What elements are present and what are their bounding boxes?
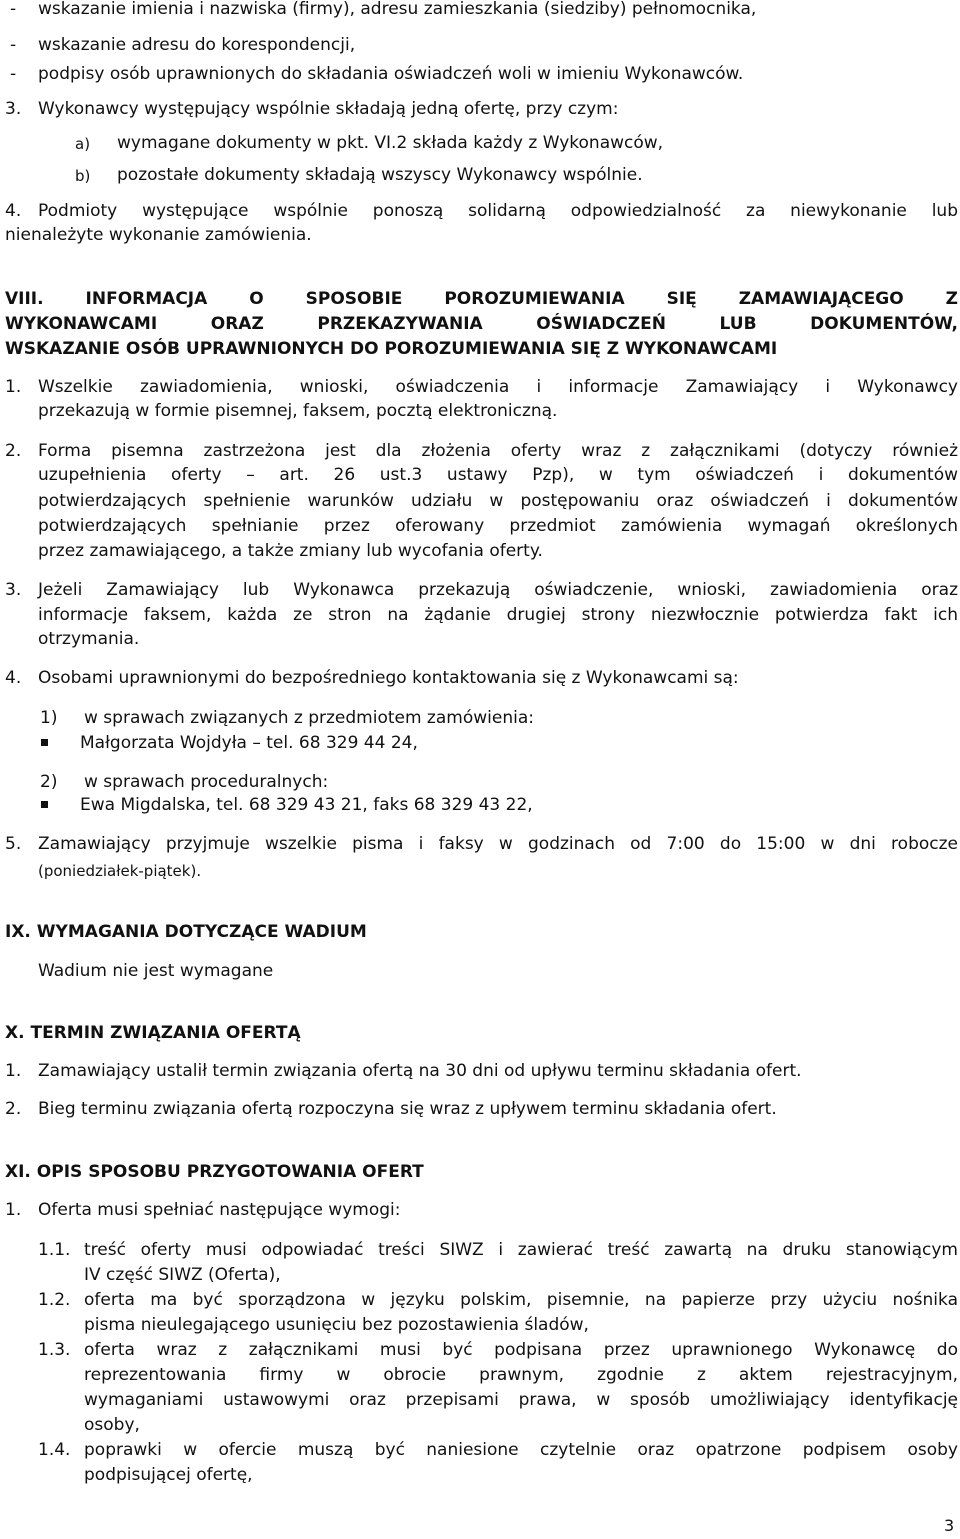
paragraph-line: Bieg terminu związania ofertą rozpoczyna się wraz z upływem terminu składania ofert.	[38, 1099, 777, 1119]
section-heading: X. TERMIN ZWIĄZANIA OFERTĄ	[5, 1023, 301, 1043]
paragraph-line: Podmioty występujące wspólnie ponoszą solidarną odpowiedzialność za niewykonanie lub	[38, 201, 958, 221]
paragraph-line: oferta ma być sporządzona w języku polskim, pisemnie, na papierze przy użyciu nośnika	[84, 1290, 958, 1310]
paragraph-line: oferta wraz z załącznikami musi być podpisana przez uprawnionego Wykonawcę do	[84, 1340, 958, 1360]
sub-item-marker: 2)	[40, 772, 58, 792]
paragraph-line: poprawki w ofercie muszą być naniesione czytelnie oraz opatrzone podpisem osoby	[84, 1440, 958, 1460]
paragraph-line: Wszelkie zawiadomienia, wnioski, oświadczenia i informacje Zamawiający i Wykonawcy	[38, 377, 958, 397]
item-number: 5.	[5, 834, 22, 854]
item-number: 4.	[5, 668, 22, 688]
list-item: podpisy osób uprawnionych do składania oświadczeń woli w imieniu Wykonawców.	[38, 64, 744, 84]
paragraph-line: otrzymania.	[38, 629, 140, 649]
paragraph-line: informacje faksem, każda ze stron na żądanie drugiej strony niezwłocznie potwierdza fakt ich	[38, 605, 958, 625]
item-number: 1.2.	[38, 1290, 71, 1310]
paragraph-line: Forma pisemna zastrzeżona jest dla złożenia oferty wraz z załącznikami (dotyczy również	[38, 441, 958, 461]
list-item: wskazanie imienia i nazwiska (firmy), adresu zamieszkania (siedziby) pełnomocnika,	[38, 0, 757, 19]
item-number: 1.4.	[38, 1440, 71, 1460]
paragraph-line: podpisującej ofertę,	[84, 1465, 253, 1485]
list-dash: -	[10, 0, 17, 19]
paragraph-line: wymaganiami ustawowymi oraz przepisami prawa, w sposób umożliwiający identyfikację	[84, 1390, 958, 1410]
section-heading: XI. OPIS SPOSOBU PRZYGOTOWANIA OFERT	[5, 1162, 424, 1182]
sub-item-text: wymagane dokumenty w pkt. VI.2 składa każdy z Wykonawców,	[117, 133, 664, 153]
paragraph-line: Wadium nie jest wymagane	[38, 961, 274, 981]
item-number: 1.3.	[38, 1340, 71, 1360]
page-number: 3	[944, 1516, 955, 1535]
item-number: 2.	[5, 1099, 22, 1119]
item-number: 3.	[5, 580, 22, 600]
paragraph-line: przez zamawiającego, a także zmiany lub wycofania oferty.	[38, 541, 543, 561]
item-number: 1.1.	[38, 1240, 71, 1260]
section-heading: WYKONAWCAMI ORAZ PRZEKAZYWANIA OŚWIADCZEŃ LUB DOKUMENTÓW,	[5, 314, 958, 334]
list-dash: -	[10, 35, 17, 55]
paragraph-line: reprezentowania firmy w obrocie prawnym, zgodnie z aktem rejestracyjnym,	[84, 1365, 958, 1385]
paragraph-line: uzupełnienia oferty – art. 26 ust.3 ustawy Pzp), w tym oświadczeń i dokumentów	[38, 465, 958, 485]
paragraph-line: Zamawiający ustalił termin związania ofertą na 30 dni od upływu terminu składania ofert.	[38, 1061, 802, 1081]
paragraph-line: przekazują w formie pisemnej, faksem, pocztą elektroniczną.	[38, 401, 558, 421]
section-heading: WSKAZANIE OSÓB UPRAWNIONYCH DO POROZUMIEWANIA SIĘ Z WYKONAWCAMI	[5, 339, 778, 359]
contact-person: Ewa Migdalska, tel. 68 329 43 21, faks 68 329 43 22,	[80, 795, 533, 815]
list-dash: -	[10, 64, 17, 84]
section-heading: IX. WYMAGANIA DOTYCZĄCE WADIUM	[5, 922, 367, 942]
paragraph-line: nienależyte wykonanie zamówienia.	[5, 225, 312, 245]
paragraph-line: Oferta musi spełniać następujące wymogi:	[38, 1200, 401, 1220]
paragraph-line: treść oferty musi odpowiadać treści SIWZ i zawierać treść zawartą na druku stanowiącym	[84, 1240, 958, 1260]
sub-item-text: w sprawach proceduralnych:	[84, 772, 329, 792]
item-number: 3.	[5, 99, 22, 119]
square-bullet-icon	[41, 739, 48, 746]
item-number: 1.	[5, 1061, 22, 1081]
paragraph-line: IV część SIWZ (Oferta),	[84, 1265, 281, 1285]
list-item: wskazanie adresu do korespondencji,	[38, 35, 356, 55]
paragraph-line: pisma nieulegającego usunięciu bez pozostawienia śladów,	[84, 1315, 589, 1335]
item-number: 4.	[5, 201, 22, 221]
sub-item-text: w sprawach związanych z przedmiotem zamówienia:	[84, 708, 534, 728]
contact-person: Małgorzata Wojdyła – tel. 68 329 44 24,	[80, 733, 418, 753]
paragraph-line: osoby,	[84, 1415, 140, 1435]
paragraph-line: Osobami uprawnionymi do bezpośredniego kontaktowania się z Wykonawcami są:	[38, 668, 739, 688]
item-number: 1.	[5, 377, 22, 397]
paragraph-line: Wykonawcy występujący wspólnie składają jedną ofertę, przy czym:	[38, 99, 619, 119]
item-number: 2.	[5, 441, 22, 461]
paragraph-line: potwierdzających spełnienie warunków udziału w postępowaniu oraz oświadczeń i dokumentów	[38, 491, 958, 511]
paragraph-line: Jeżeli Zamawiający lub Wykonawca przekazują oświadczenie, wnioski, zawiadomienia oraz	[38, 580, 958, 600]
paragraph-line: Zamawiający przyjmuje wszelkie pisma i faksy w godzinach od 7:00 do 15:00 w dni robocze	[38, 834, 958, 854]
item-number: 1.	[5, 1200, 22, 1220]
sub-item-text: pozostałe dokumenty składają wszyscy Wykonawcy wspólnie.	[117, 165, 643, 185]
square-bullet-icon	[41, 801, 48, 808]
paragraph-line: potwierdzających spełnianie przez oferowany przedmiot zamówienia wymagań określonych	[38, 516, 958, 536]
sub-item-marker: 1)	[40, 708, 58, 728]
sub-item-marker: b)	[75, 167, 91, 185]
section-heading: VIII. INFORMACJA O SPOSOBIE POROZUMIEWANIA SIĘ ZAMAWIAJĄCEGO Z	[5, 289, 958, 309]
paragraph-line: (poniedziałek-piątek).	[38, 862, 202, 880]
sub-item-marker: a)	[75, 135, 91, 153]
